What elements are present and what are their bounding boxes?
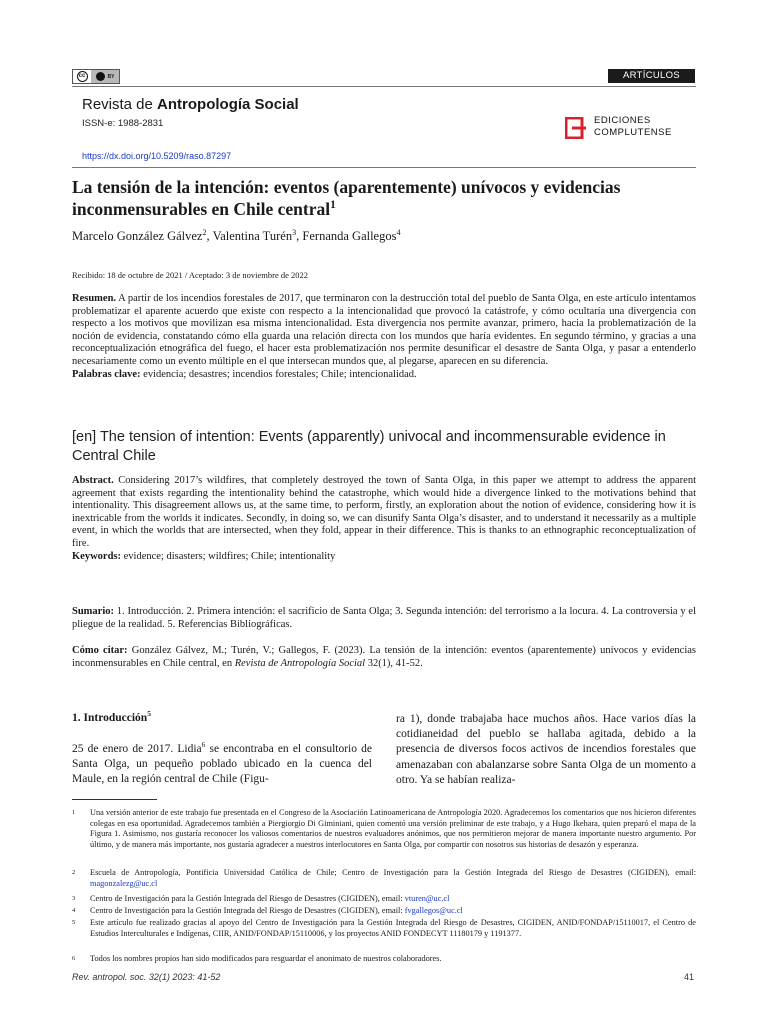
received-date: Recibido: 18 de octubre de 2021 / Aceptado: 3 de noviembre de 2022: [72, 270, 309, 280]
footnote: 4 Centro de Investigación para la Gestión Integrada del Riesgo de Desastres (CIGIDEN), email: fvgallegos@uc.cl: [72, 906, 463, 915]
footnote: 6 Todos los nombres propios han sido modificados para resguardar el anonimato de nuestros colaboradores.: [72, 954, 442, 963]
journal-title: Revista de Antropología Social: [82, 96, 299, 113]
footnote: 5 Este artículo fue realizado gracias al apoyo del Centro de Investigación para la Gestión Integrada del Riesgo de Desastres, CIGIDEN, ANID/FONDAP/15110017, el Centro de Estudios Interculturales e Indígenas, CIIR, ANID/FONDAP/15110006, y los proyectos ANID FONDECYT 11180179 y 1191377.: [72, 918, 696, 938]
english-title: [en] The tension of intention: Events (apparently) univocal and incommensurable evidence in Central Chile: [72, 429, 666, 464]
article-title: La tensión de la intención: eventos (aparentemente) unívocos y evidencias inconmensurables en Chile central$^1$: [72, 177, 621, 219]
complutense-logo-icon: [565, 117, 587, 139]
author: Marcelo González Gálvez: [72, 229, 203, 243]
section-heading: 1. Introducción$^5$: [72, 709, 151, 724]
footnote: 1 Una versión anterior de este trabajo fue presentada en el Congreso de la Asociación Latinoamericana de Antropología 2020. Agradecemos los comentarios que nos hicieron diferentes colegas en esa oportunidad. Agradecemos también a Piergiorgio Di Giminiani, quien comentó una versión preliminar de este trabajo, y a Hugo Ikehara, quien preparó el mapa de la Figura 1. Asimismo, nos gustaría reconocer los valiosos comentarios de nuestros evaluadores anónimos, que nos permitieron mejorar de manera importante nuestro argumento. Por último, y de manera más importante, nos gustaría agradecer a nuestros interlocutores en Santa Olga, por compartir con nosotros sus historias de desazón y esperanza.: [72, 808, 696, 849]
email-link[interactable]: vturen@uc.cl: [404, 894, 450, 903]
body-column-left: 25 de enero de 2017. Lidia$^6$ se encontraba en el consultorio de Santa Olga, un pequeño poblado ubicado en la cuenca del Maule, en la región central de Chile (Figu-: [72, 740, 373, 786]
section-tag: ARTÍCULOS: [608, 69, 695, 83]
page-number: 41: [684, 972, 695, 982]
email-link[interactable]: fvgallegos@uc.cl: [404, 906, 463, 915]
email-link[interactable]: magonzalezg@uc.cl: [90, 878, 158, 888]
author: Valentina Turén: [212, 229, 293, 243]
author-list: Marcelo González Gálvez$^2$, Valentina Turén$^3$, Fernanda Gallegos$^4$: [72, 227, 401, 243]
how-to-cite: Cómo citar: González Gálvez, M.; Turén, V.; Gallegos, F. (2023). La tensión de la intención: eventos (aparentemente) unívocos y evidencias inconmensurables en Chile central, en Revista de Antropología Social 32(1), 41-52.: [72, 645, 696, 669]
footnote: 3 Centro de Investigación para la Gestión Integrada del Riesgo de Desastres (CIGIDEN), email: vturen@uc.cl: [72, 894, 450, 903]
person-icon: [96, 72, 105, 81]
page-footer-citation: Rev. antropol. soc. 32(1) 2023: 41-52: [72, 972, 221, 982]
footnote-divider: [72, 799, 157, 800]
sumario: Sumario: 1. Introducción. 2. Primera intención: el sacrificio de Santa Olga; 3. Segunda intención: del terrorismo a la locura. 4. La controversia y el pliegue de la realidad. 5. Referencias Bibliográficas.: [72, 606, 696, 630]
doi-link[interactable]: https://dx.doi.org/10.5209/raso.87297: [82, 151, 232, 161]
body-column-right: ra 1), donde trabajaba hace muchos años. Hace varios días la cotidianeidad del pueblo se hallaba agitada, debido a la presencia de diversos focos activos de incendios forestales que amenazaban con abalanzarse sobre Santa Olga de un momento a otro. Ya se habían realiza-: [396, 713, 696, 786]
issn: ISSN-e: 1988-2831: [82, 118, 164, 129]
abstract: Abstract. Considering 2017’s wildfires, that completely destroyed the town of Santa Olga, in this paper we attempt to address the apparent agreement that exists regarding the intentionality behind the catastrophe, which would hide a divergence linked to the motivations behind that intentionality. This disagreement allows us, at the same time, to perform, firstly, an exploration about the notion of evidence, considering how it is inextricable from the worlds it indicates. Secondly, in doing so, we can disunify Santa Olga’s disaster, and to understand it necessarily as a multiple event, in which the worlds that are intersected, when they fold, appear in their difference. This is thanks to an ethnographic reconceptualization of fire. Keywords: evidence; disasters; wildfires; Chile; intentionality: [72, 475, 696, 562]
publisher-name: EDICIONES COMPLUTENSE: [594, 115, 672, 138]
author: Fernanda Gallegos: [302, 229, 397, 243]
footnote: 2 Escuela de Antropología, Pontificia Universidad Católica de Chile; Centro de Investigación para la Gestión Integrada del Riesgo de Desastres (CIGIDEN), email: magonzalezg@uc.cl: [72, 868, 696, 888]
cc-by-icon: cc BY: [72, 69, 120, 84]
resumen: Resumen. A partir de los incendios forestales de 2017, que terminaron con la destrucción total del pueblo de Santa Olga, en este artículo intentamos problematizar el aparente acuerdo que existe con respecto a la intencionalidad que provocó la catástrofe, y cómo ocultaría una divergencia con respecto a los motivos que movilizan esa misma intencionalidad. Esta divergencia nos permite avanzar, primero, hacia la problematización de la noción de evidencia, constatando cómo ella guarda una relación directa con los mundos que haría evidentes. En segundo término, y gracias a una reconceptualización etnográfica del fuego, el hacer esta problematización nos permite desunificar el desastre de Santa Olga, y pasar a entenderlo necesariamente como un evento múltiple en el que intersecan mundos que, al plegarse, aparecen en su diferencia. Palabras clave: evidencia; desastres; incendios forestales; Chile; intencionalidad.: [72, 293, 696, 380]
